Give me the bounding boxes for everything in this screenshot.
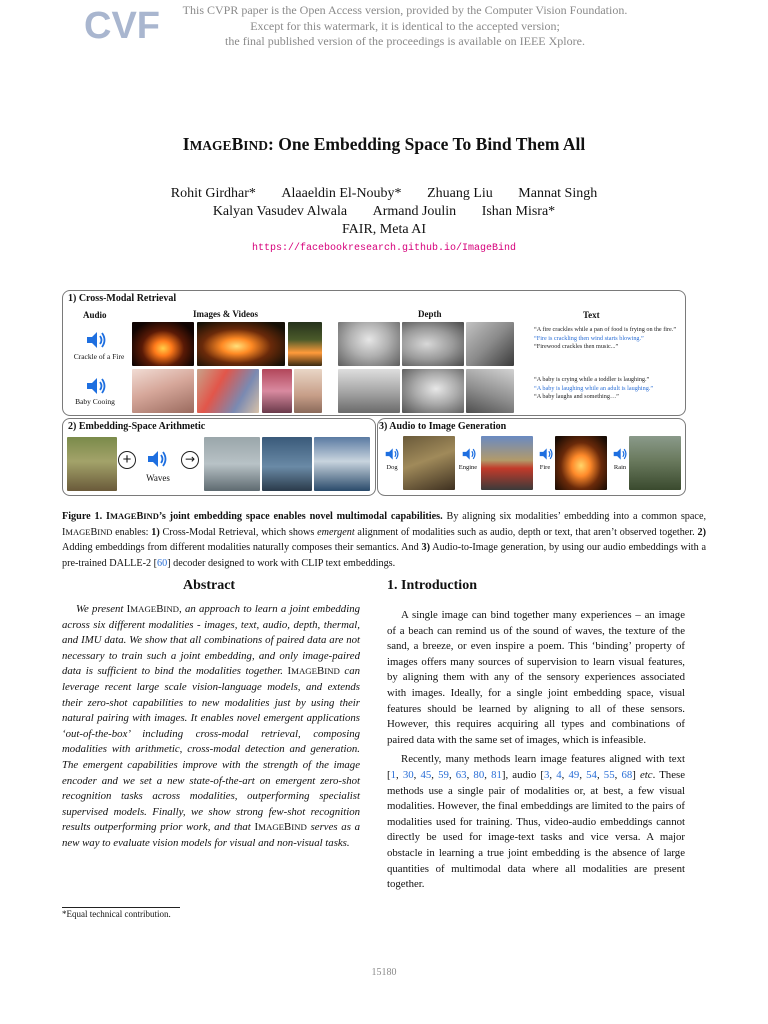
text-retrieval-fire: “A fire crackles while a pan of food is frying on the fire.” “Fire is crackling then wind starts blowing.” “Firewood crackles then music...” (534, 326, 677, 351)
authors-row-1 (0, 186, 768, 202)
image-fire-1 (132, 322, 194, 366)
depth-fire-1 (338, 322, 400, 366)
citation-link[interactable]: 4 (556, 768, 562, 781)
author: Zhuang Liu (427, 186, 493, 201)
col-audio-header: Audio (83, 310, 107, 320)
citation-link[interactable]: 49 (568, 768, 580, 781)
generated-image-fire (555, 436, 607, 490)
image-baby-4 (294, 369, 322, 413)
col-text-header: Text (583, 310, 600, 320)
speaker-icon[interactable] (612, 447, 628, 461)
introduction-heading: 1. Introduction (387, 578, 477, 593)
col-images-header: Images & Videos (193, 309, 258, 319)
project-url-link[interactable]: https://facebookresearch.github.io/ImageBind (251, 243, 517, 254)
text-retrieval-baby: “A baby is crying while a toddler is laughing.” “A baby is laughing while an adult is laughing.” “A baby laughs and something…” (534, 376, 654, 401)
watermark-line-2: Except for this watermark, it is identical to the accepted version; (250, 18, 560, 33)
abstract-heading: Abstract (183, 578, 236, 593)
citation-link[interactable]: 30 (402, 768, 414, 781)
paper-title: IMAGEBIND: One Embedding Space To Bind Them All (182, 134, 586, 154)
image-fire-3 (288, 322, 322, 366)
citation-link[interactable]: 1 (390, 768, 397, 781)
citation-link[interactable]: 80 (473, 768, 485, 781)
citation-link[interactable]: 55 (603, 768, 615, 781)
citation-link[interactable]: 81 (491, 768, 502, 781)
author: Ishan Misra* (481, 204, 556, 219)
image-egret-beach-2 (262, 437, 312, 491)
generated-image-rain (629, 436, 681, 490)
speaker-icon[interactable] (461, 447, 477, 461)
audio-label-baby: Baby Cooing (75, 397, 115, 406)
figure-caption: Figure 1. IMAGEBIND’s joint embedding space enables novel multimodal capabilities. By aligning six modalities’ embedding into a common space, IMAGEBIND enables: 1) Cross-Modal Retrieval, which shows emergent alignment of modalities such as audio, depth or text, that aren’t observed together. 2) Adding embeddings from different modalities naturally composes their semantics. And 3) Audio-to-Image generation, by using our audio embeddings with a pre-trained DALLE-2 [60] decoder designed to work with CLIP text embeddings. (62, 511, 707, 569)
image-egret-beach-1 (204, 437, 260, 491)
depth-fire-3 (466, 322, 514, 366)
image-baby-1 (132, 369, 194, 413)
image-egret-beach-3 (314, 437, 370, 491)
page-number: 15180 (371, 967, 397, 978)
author: Alaaeldin El-Nouby* (281, 186, 402, 201)
image-fire-2 (197, 322, 285, 366)
depth-baby-2 (402, 369, 464, 413)
cvf-logo-text: CVF (84, 5, 160, 47)
cvf-logo (84, 4, 160, 47)
author: Rohit Girdhar* (170, 186, 256, 201)
authors-row-2 (0, 204, 768, 220)
intro-paragraph-1: A single image can bind together many experiences – an image of a beach can remind us of the sound of waves, the texture of the sand, a breeze, or even inspire a poem. This ‘binding’ property of images offers many sources of supervision to learn visual features, by aligning them with any of the sensory experiences associated with images. Ideally, for a single joint embedding space, visual features should be learned by aligning to all of these sensors. However, this requires acquiring all types and combinations of paired data with the same set of images, which is infeasible. (387, 609, 685, 746)
arrow-right-icon: → (181, 451, 199, 469)
citation-link[interactable]: 3 (544, 768, 550, 781)
panel-2-title: 2) Embedding-Space Arithmetic (68, 421, 206, 432)
depth-baby-3 (466, 369, 514, 413)
speaker-icon[interactable] (85, 376, 107, 396)
abstract-body: We present IMAGEBIND, an approach to learn a joint embedding across six different modalities - images, text, audio, depth, thermal, and IMU data. We show that all combinations of paired data are not necessary to train such a joint embedding, and only image-paired data is sufficient to bind the modalities together. IMAGEBIND can leverage recent large scale vision-language models, and extends their zero-shot capabilities to new modalities just by using their natural pairing with images. It enables novel emergent applications ‘out-of-the-box’ including cross-modal retrieval, composing modalities with arithmetic, cross-modal detection and generation. The emergent capabilities improve with the strength of the image encoder and we set a new state-of-the-art on emergent zero-shot recognition tasks across modalities, outperforming specialist supervised models. Finally, we show strong few-shot recognition results outperforming prior work, and that IMAGEBIND serves as a new way to evaluate vision models for visual and non-visual tasks. (62, 603, 360, 849)
audio-label-fire: Crackle of a Fire (73, 352, 125, 361)
waves-label: Waves (146, 473, 170, 483)
citation-link[interactable]: 63 (455, 768, 467, 781)
affiliation: FAIR, Meta AI (341, 222, 427, 237)
author: Kalyan Vasudev Alwala (212, 204, 348, 219)
footnote: *Equal technical contribution. (62, 909, 171, 919)
intro-paragraph-2: Recently, many methods learn image features aligned with text [1, 30, 45, 59, 63, 80, 81], audio [3, 4, 49, 54, 55, 68] etc. These methods use a single pair of modalities or, at best, a few visual modalities. However, the final embeddings are limited to the pairs of modalities used for training. Thus, video-audio embeddings cannot directly be used for image-text tasks and vice versa. A major obstacle in learning a true joint embedding is the absence of large quantities of multimodal data where all modalities are present together. (387, 753, 685, 891)
watermark-line-1: This CVPR paper is the Open Access version, provided by the Computer Vision Foundation. (182, 3, 628, 17)
citation-link[interactable]: 54 (586, 768, 597, 781)
author: Armand Joulin (372, 204, 457, 219)
author: Mannat Singh (518, 186, 598, 201)
plus-symbol: + (118, 451, 136, 469)
col-depth-header: Depth (418, 309, 442, 319)
generated-image-engine (481, 436, 533, 490)
depth-fire-2 (402, 322, 464, 366)
image-egret-input (67, 437, 117, 491)
speaker-icon[interactable] (538, 447, 554, 461)
watermark (170, 3, 640, 50)
gen-label-dog: Dog (386, 464, 398, 471)
watermark-line-3: the final published version of the proceedings is available on IEEE Xplore. (225, 34, 585, 48)
footnote-rule (62, 907, 180, 908)
panel-3-title: 3) Audio to Image Generation (379, 421, 507, 432)
image-baby-3 (262, 369, 292, 413)
image-baby-2 (197, 369, 259, 413)
citation-link[interactable]: 60 (157, 557, 168, 569)
citation-link[interactable]: 45 (420, 768, 432, 781)
citation-link[interactable]: 59 (438, 768, 449, 781)
introduction-body (387, 608, 685, 893)
speaker-icon[interactable] (384, 447, 400, 461)
panel-1-title: 1) Cross-Modal Retrieval (68, 293, 177, 304)
citation-link[interactable]: 68 (621, 768, 633, 781)
speaker-icon[interactable] (85, 330, 107, 350)
speaker-icon[interactable] (146, 449, 168, 469)
depth-baby-1 (338, 369, 400, 413)
generated-image-dog (403, 436, 455, 490)
gen-label-rain: Rain (613, 464, 627, 471)
gen-label-engine: Engine (458, 464, 478, 471)
gen-label-fire: Fire (539, 464, 551, 471)
